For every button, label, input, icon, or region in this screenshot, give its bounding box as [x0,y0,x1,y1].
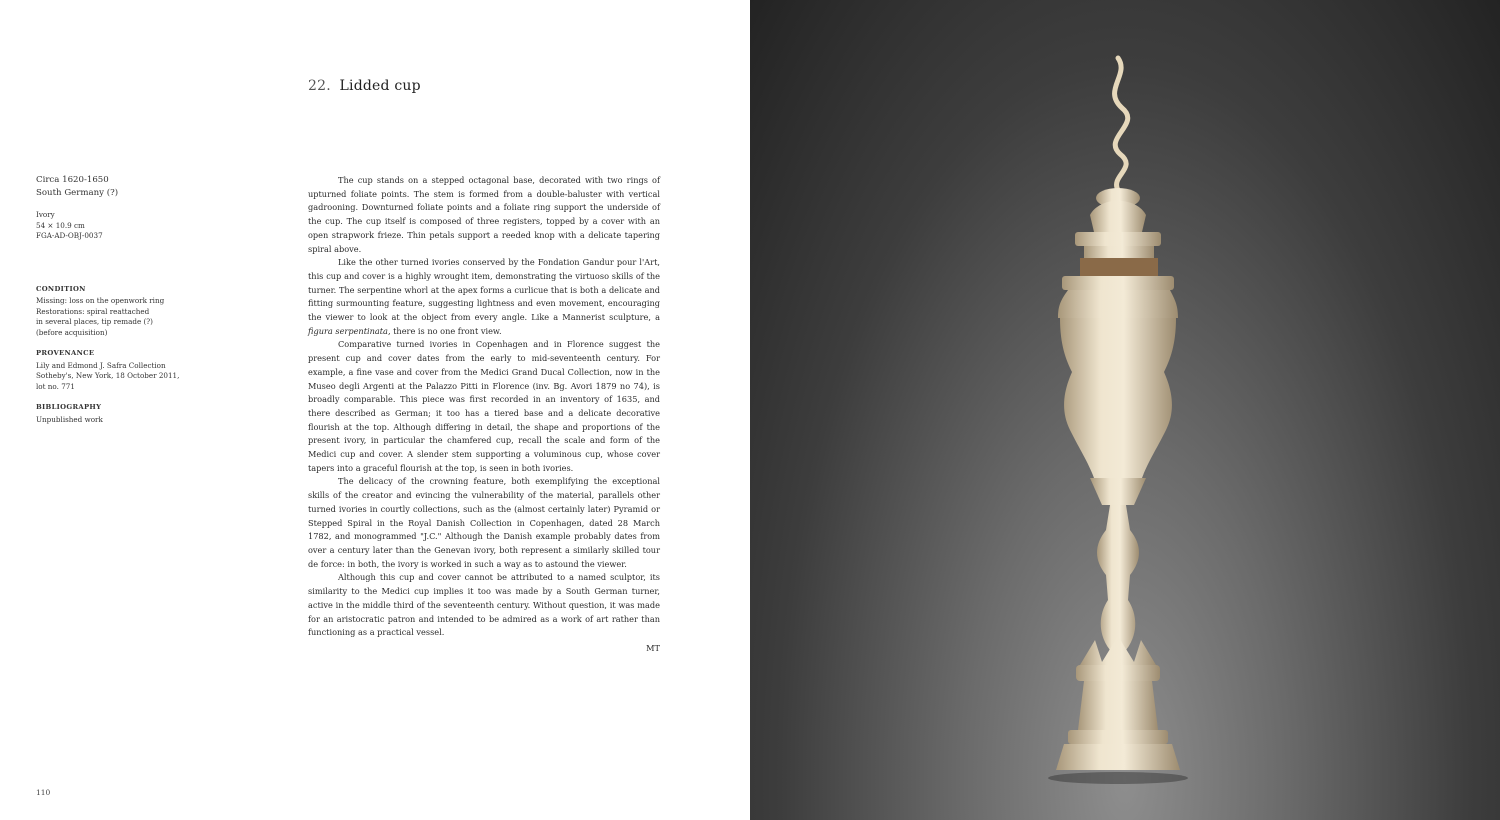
place: South Germany (?) [36,188,119,198]
object-title [308,78,421,94]
object-metadata [36,174,196,435]
paragraph-text: , there is no one front view. [387,325,502,336]
bibliography-heading: BIBLIOGRAPHY [36,403,102,411]
paragraph: Although this cup and cover cannot be attributed to a named sculptor, its similarity to the Medici cup implies it too was made by a South German turner, active in the middle third of the seventeenth century. Without question, it was made for an aristocratic patron and intended to be admired as a work of art rather than functioning as a practical vessel. [308,572,660,638]
dimensions: 54 × 10.9 cm [36,220,85,230]
provenance-heading: PROVENANCE [36,349,95,357]
paragraph [308,256,660,338]
catalogue-number: 22. [308,78,331,94]
lidded-cup-photo [750,0,1500,820]
italic-term: figura serpentinata [308,325,388,336]
provenance-section [36,348,196,392]
condition-line: in several places, tip remade (?) [36,317,153,326]
condition-line: Missing: loss on the openwork ring [36,296,165,305]
date-place [36,174,196,200]
paragraph: Comparative turned ivories in Copenhagen and in Florence suggest the present cup and cover dates from the early to mid-seventeenth century. For example, a fine vase and cover from the Medici Grand Ducal Collection, now in the Museo degli Argenti at the Palazzo Pitti in Florence (inv. Bg. Avori 1879 no 74), is broadly comparable. This piece was first recorded in an inventory of 1635, and there described as German; it too has a tiered base and a delicate decorative flourish at the top. Although differing in detail, the shape and proportions of the present ivory, in particular the chamfered cup, recall the scale and form of the Medici cup and cover. A slender stem supporting a voluminous cup, whose cover tapers into a graceful flourish at the top, is seen in both ivories. [308,339,660,473]
paragraph-text: Like the other turned ivories conserved by the Fondation Gandur pour l'Art, this cup and cover is a highly wrought item, demonstrating the virtuoso skills of the turner. The serpentine whorl at the apex forms a curlicue that is both a delicate and fitting surmounting feature, suggesting lightness and even movement, encouraging the viewer to look at the object from every angle. Like a Mannerist sculpture, a [308,257,660,323]
date: Circa 1620-1650 [36,175,109,185]
condition-heading: CONDITION [36,284,86,293]
bibliography-section [36,402,196,425]
author-initials: MT [646,642,660,653]
object-name: Lidded cup [339,78,421,94]
condition-line: Restorations: spiral reattached [36,306,150,316]
essay-text [308,174,660,656]
page-number: 110 [36,788,51,797]
material-block [36,210,196,242]
condition-line: (before acquisition) [36,327,108,337]
material: Ivory [36,210,55,219]
bibliography-line: Unpublished work [36,414,103,424]
provenance-line: lot no. 771 [36,381,75,391]
provenance-line: Sotheby's, New York, 18 October 2011, [36,371,180,380]
paragraph: The cup stands on a stepped octagonal base, decorated with two rings of upturned foliate points. The stem is formed from a double-baluster with vertical gadrooning. Downturned foliate points and a foliate ring support the underside of the cup. The cup itself is composed of three registers, topped by a cover with an open strapwork frieze. Thin petals support a reeded knop with a delicate tapering spiral above. [308,175,660,254]
photo-page [750,0,1500,820]
condition-section [36,284,196,339]
inventory-number: FGA-AD-OBJ-0037 [36,231,103,240]
provenance-line: Lily and Edmond J. Safra Collection [36,360,166,370]
paragraph: The delicacy of the crowning feature, both exemplifying the exceptional skills of the creator and evincing the vulnerability of the material, parallels other turned ivories in courtly collections, such as the (almost certainly later) Pyramid or Stepped Spiral in the Royal Danish Collection in Copenhagen, dated 28 March 1782, and monogrammed "J.C." Although the Danish example probably dates from over a century later than the Genevan ivory, both represent a similarly skilled tour de force: in both, the ivory is worked in such a way as to astound the viewer. [308,476,660,569]
